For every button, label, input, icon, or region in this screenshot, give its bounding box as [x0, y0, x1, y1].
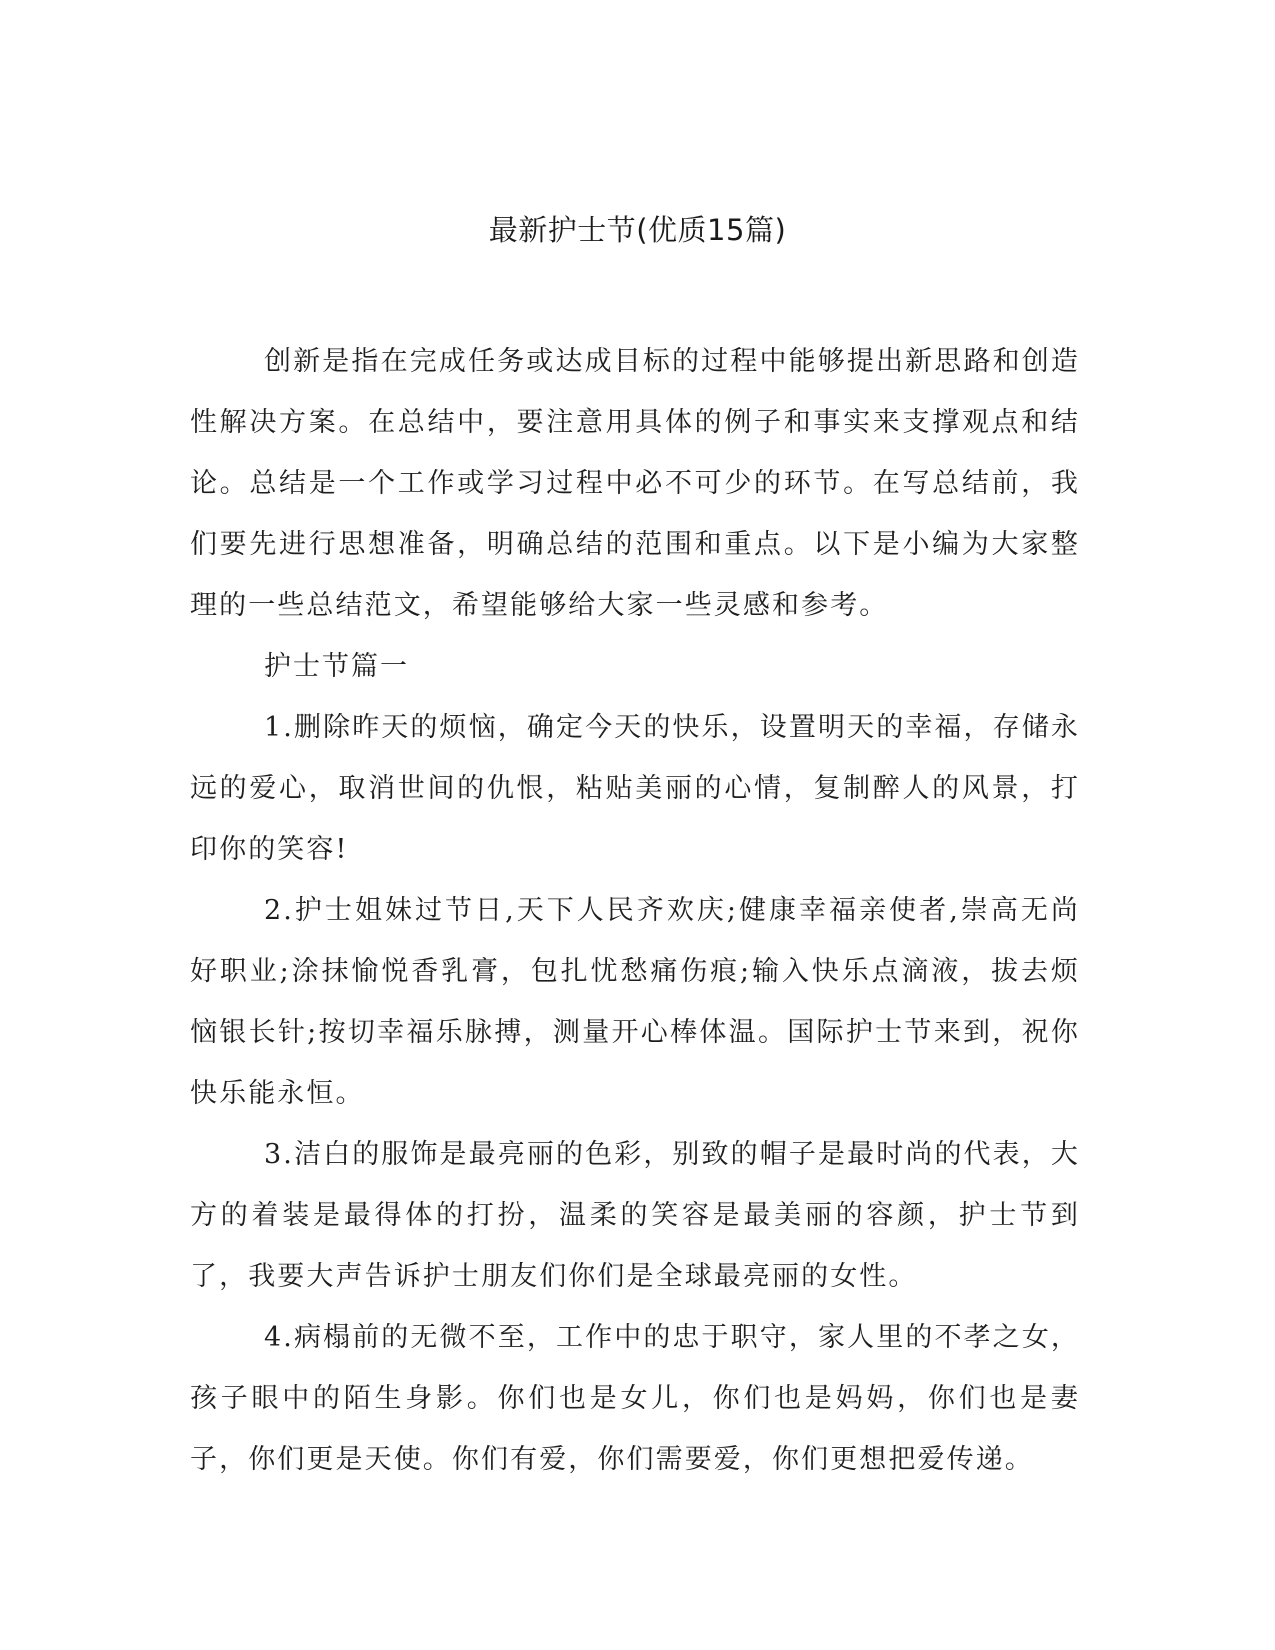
list-item-2: 2.护士姐妹过节日,天下人民齐欢庆;健康幸福亲使者,崇高无尚好职业;涂抹愉悦香乳膏，包扎忧愁痛伤痕;输入快乐点滴液，拔去烦恼银长针;按切幸福乐脉搏，测量开心棒体温。国际护士节来到，祝你快乐能永恒。 [190, 895, 1080, 1109]
list-item-4: 4.病榻前的无微不至，工作中的忠于职守，家人里的不孝之女，孩子眼中的陌生身影。你们也是女儿，你们也是妈妈，你们也是妻子，你们更是天使。你们有爱，你们需要爱，你们更想把爱传递。 [190, 1322, 1080, 1475]
document-body [190, 331, 1080, 1490]
list-item-3: 3.洁白的服饰是最亮丽的色彩，别致的帽子是最时尚的代表，大方的着装是最得体的打扮，温柔的笑容是最美丽的容颜，护士节到了，我要大声告诉护士朋友们你们是全球最亮丽的女性。 [190, 1139, 1080, 1292]
list-item-1: 1.删除昨天的烦恼，确定今天的快乐，设置明天的幸福，存储永远的爱心，取消世间的仇恨，粘贴美丽的心情，复制醉人的风景，打印你的笑容! [190, 712, 1080, 865]
intro-paragraph: 创新是指在完成任务或达成目标的过程中能够提出新思路和创造性解决方案。在总结中，要注意用具体的例子和事实来支撑观点和结论。总结是一个工作或学习过程中必不可少的环节。在写总结前，我们要先进行思想准备，明确总结的范围和重点。以下是小编为大家整理的一些总结范文，希望能够给大家一些灵感和参考。 [190, 346, 1080, 621]
document-title: 最新护士节(优质15篇) [488, 213, 787, 247]
section-heading: 护士节篇一 [264, 651, 409, 682]
